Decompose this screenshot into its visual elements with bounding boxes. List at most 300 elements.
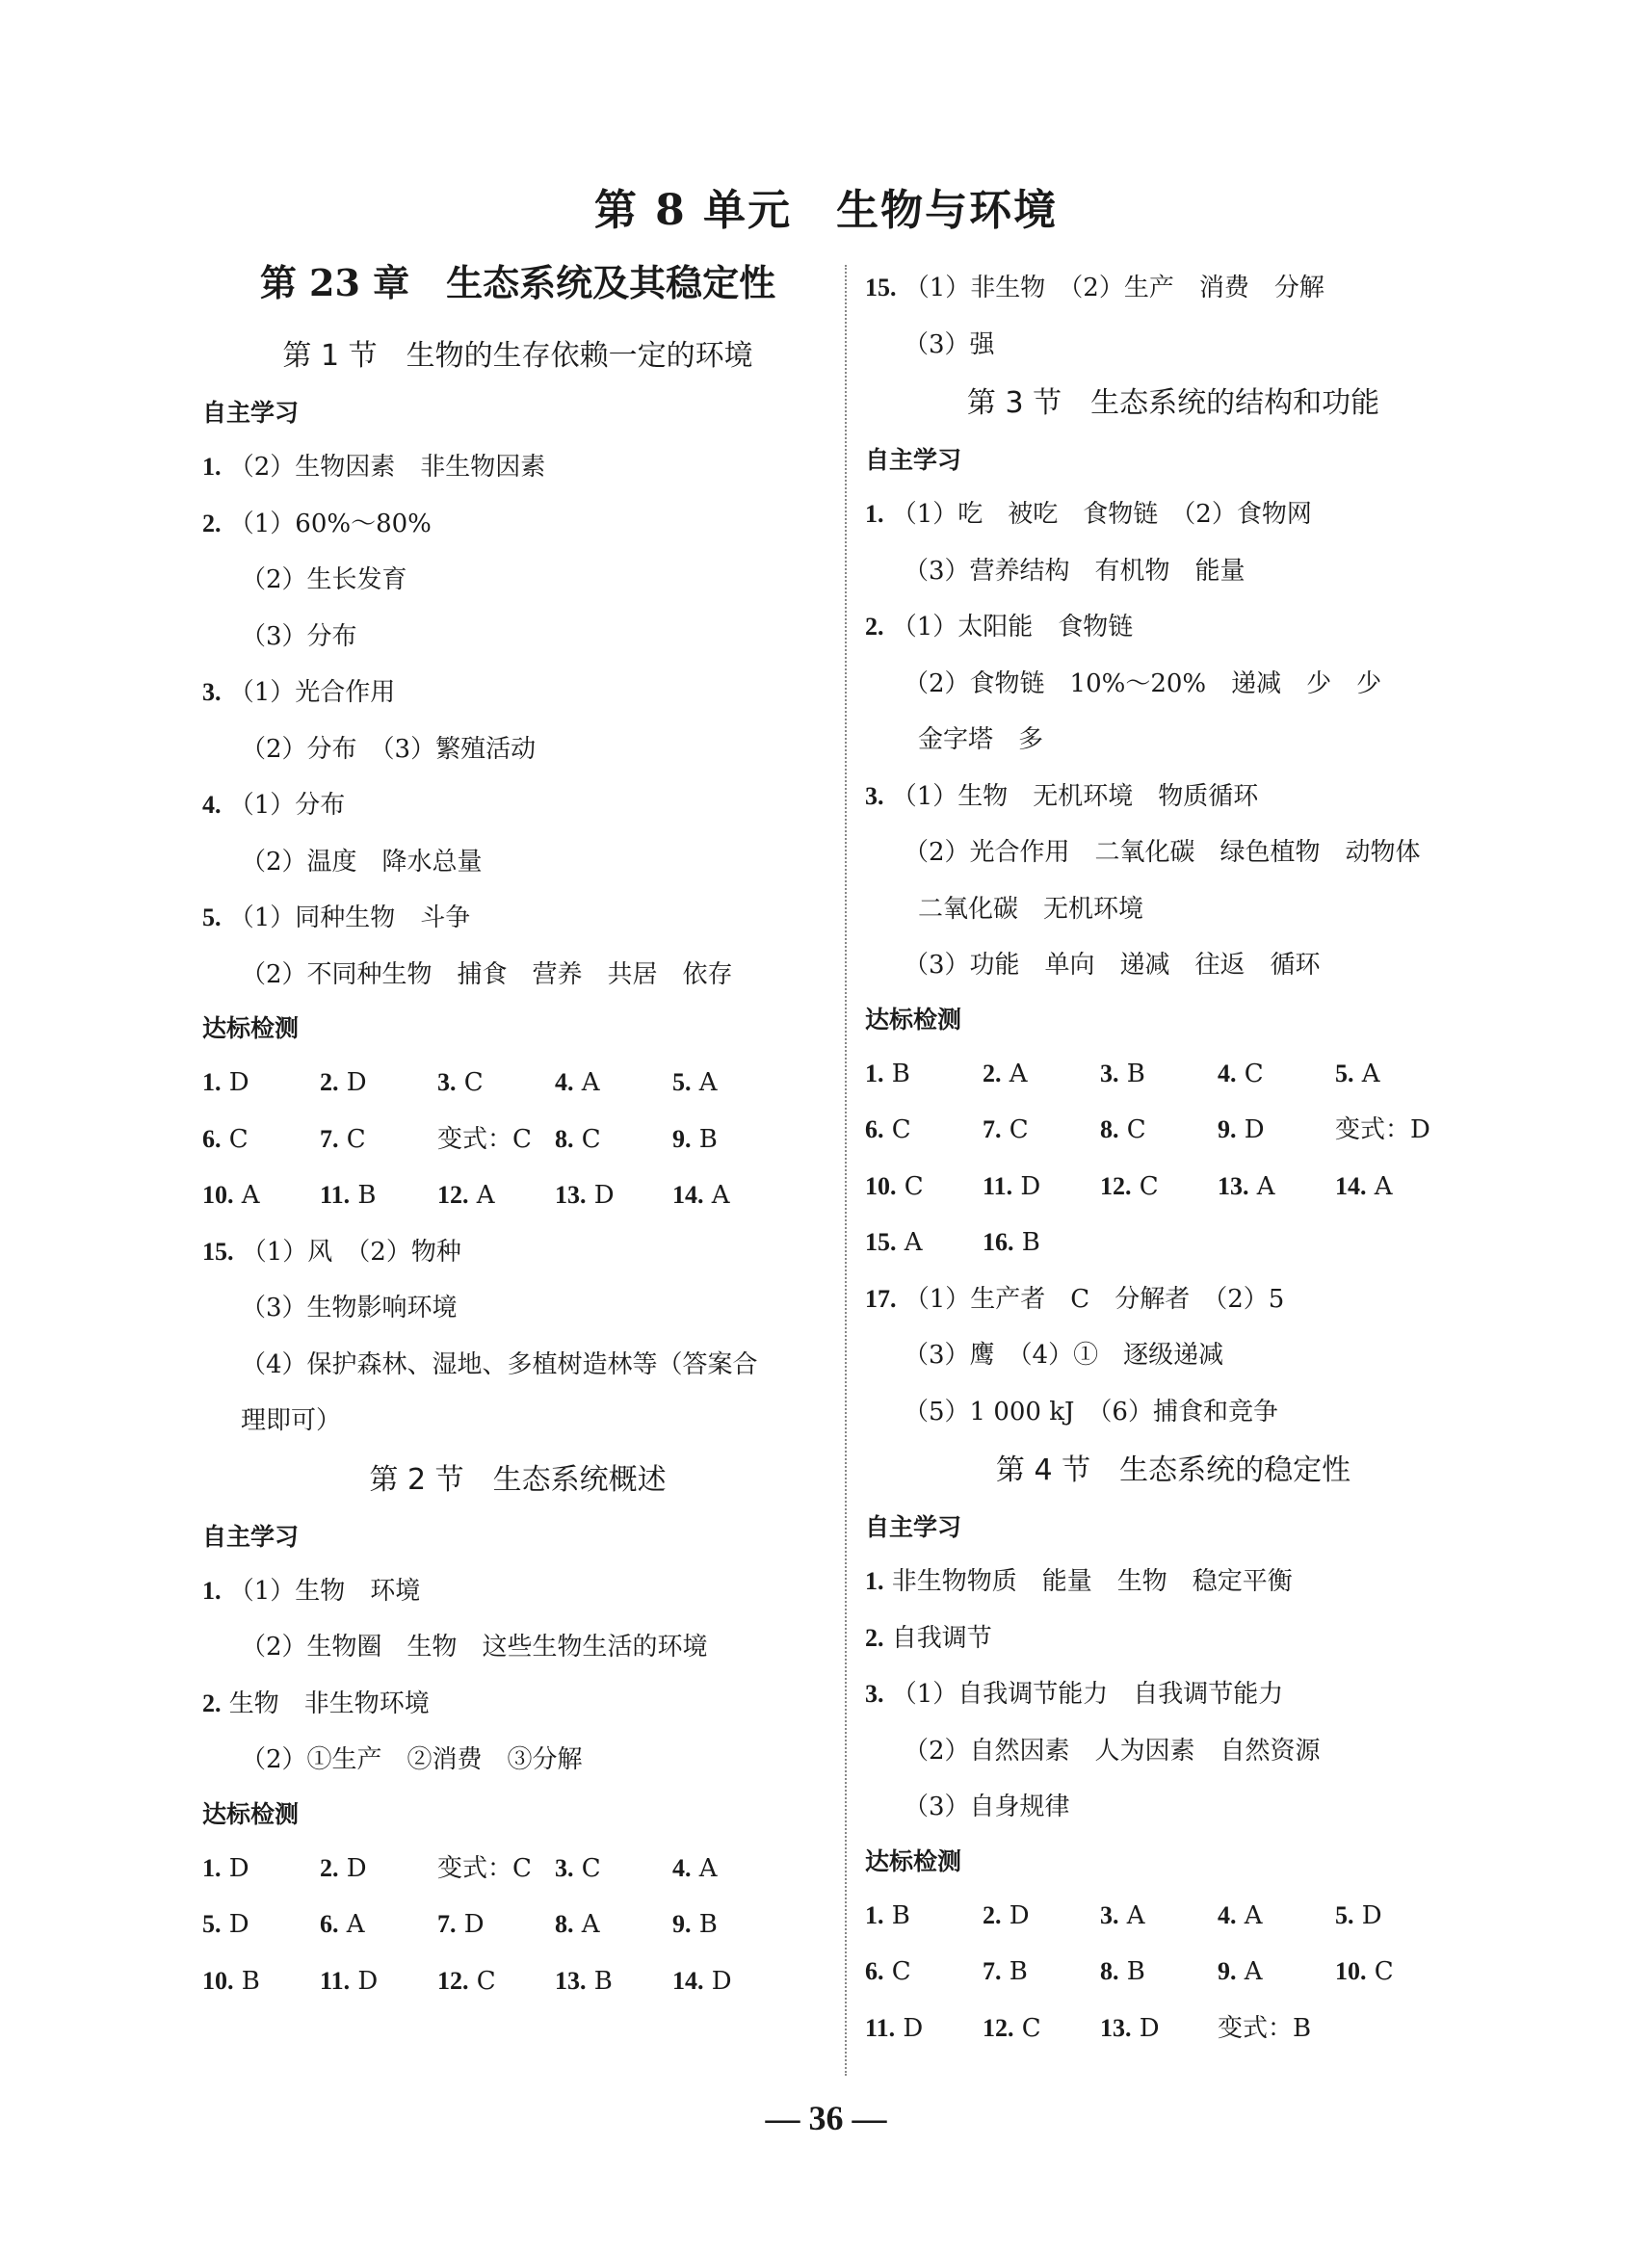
question-number: 11.	[320, 1181, 351, 1209]
answer-choice: A	[1001, 1059, 1028, 1088]
answer-cell	[1218, 1944, 1335, 2001]
answer-cell	[1218, 2001, 1335, 2057]
answer-choice: B	[1118, 1059, 1145, 1088]
answer-choice: A	[1236, 1957, 1263, 1986]
question-number: 3.	[865, 781, 884, 810]
answer-line	[865, 937, 1482, 994]
section-title-3: 第 3 节 生态系统的结构和功能	[966, 386, 1380, 420]
answer-choice: B	[350, 1181, 377, 1210]
answer-cell	[320, 1055, 437, 1112]
question-number: 15.	[202, 1237, 234, 1266]
answer-list	[865, 1554, 1482, 1836]
section-title-2: 第 2 节 生态系统概述	[369, 1462, 667, 1497]
answer-cell	[320, 1112, 437, 1168]
answer-choice: A	[1236, 1900, 1263, 1930]
answer-line	[865, 1610, 1482, 1667]
answer-line	[202, 1393, 833, 1450]
answer-text: （1）生物 无机环境 物质循环	[891, 781, 1259, 811]
answer-cell	[672, 1897, 790, 1953]
question-number: 3.	[865, 1680, 884, 1708]
answer-line	[202, 834, 833, 891]
question-number: 7.	[437, 1910, 457, 1938]
answer-row	[202, 1167, 833, 1224]
question-number: 3.	[202, 678, 222, 706]
answer-cell	[202, 1112, 320, 1168]
question-number: 12.	[983, 2013, 1014, 2042]
mcq-grid	[865, 1046, 1482, 1271]
answer-text: （1）太阳能 食物链	[891, 613, 1134, 641]
question-number: 6.	[202, 1124, 222, 1153]
answer-cell	[672, 1055, 790, 1112]
question-number: 10.	[1335, 1957, 1367, 1985]
answer-choice: C	[573, 1853, 601, 1883]
answer-choice: D	[221, 1910, 249, 1939]
answer-line	[202, 1732, 833, 1789]
answer-line	[202, 496, 833, 553]
answer-line	[202, 665, 833, 721]
question-number: 2.	[983, 1059, 1002, 1087]
answer-row	[865, 1888, 1482, 1945]
question-number: 2.	[865, 1623, 884, 1652]
answer-cell	[1218, 1102, 1335, 1159]
answer-cell	[1335, 1046, 1453, 1103]
answer-choice: A	[338, 1910, 365, 1939]
question-number: 6.	[320, 1910, 339, 1938]
answer-choice: B	[883, 1900, 910, 1930]
answer-cell	[555, 1841, 672, 1898]
answer-choice: C	[883, 1115, 911, 1144]
answer-row	[865, 1159, 1482, 1216]
answer-choice: A	[1353, 1059, 1380, 1088]
question-number: 1.	[202, 453, 222, 481]
answer-text: 非生物物质 能量 生物 稳定平衡	[891, 1567, 1293, 1596]
answer-text: 自我调节	[891, 1623, 992, 1653]
answer-text: （5）1 000 kJ （6）捕食和竞争	[904, 1397, 1278, 1427]
answer-text: 金字塔 多	[918, 725, 1044, 754]
answer-text: （2）①生产 ②消费 ③分解	[241, 1745, 583, 1774]
answer-cell	[1218, 1046, 1335, 1103]
answer-choice: B	[691, 1124, 718, 1154]
answer-cell	[983, 1159, 1100, 1216]
self-study-heading: 自主学习	[202, 1522, 300, 1551]
answer-line	[202, 552, 833, 609]
answer-text: （3）自身规律	[904, 1793, 1070, 1821]
question-number: 11.	[983, 1171, 1013, 1200]
answer-text: （3）生物影响环境	[241, 1294, 458, 1322]
question-number: 14.	[1335, 1171, 1367, 1200]
question-number: 1.	[865, 1567, 884, 1595]
answer-line	[865, 1666, 1482, 1723]
answer-cell	[555, 1167, 672, 1224]
answer-cell	[555, 1897, 672, 1953]
answer-line	[202, 1337, 833, 1394]
answer-choice: 变式：C	[437, 1124, 532, 1154]
answer-cell	[672, 1112, 790, 1168]
answer-choice: A	[896, 1228, 923, 1257]
answer-cell	[1335, 1102, 1453, 1159]
answer-line	[202, 1619, 833, 1676]
answer-cell	[865, 2001, 983, 2057]
answer-text: 二氧化碳 无机环境	[918, 894, 1144, 924]
answer-line	[865, 769, 1482, 825]
answer-choice: D	[456, 1910, 485, 1939]
question-number: 5.	[1335, 1900, 1354, 1929]
question-number: 14.	[672, 1181, 704, 1209]
page-number: — 36 —	[765, 2099, 887, 2137]
question-number: 15.	[865, 1228, 897, 1256]
answer-text: （1）非生物 （2）生产 消费 分解	[904, 274, 1324, 302]
test-heading: 达标检测	[865, 1005, 962, 1034]
answer-text: （2）自然因素 人为因素 自然资源	[904, 1736, 1321, 1766]
answer-choice: A	[1248, 1171, 1275, 1201]
question-number: 6.	[865, 1957, 884, 1985]
test-heading: 达标检测	[865, 1846, 962, 1875]
answer-text: （3）营养结构 有机物 能量	[904, 556, 1246, 586]
answer-cell	[320, 1841, 437, 1898]
answer-line	[865, 881, 1482, 938]
question-number: 10.	[202, 1966, 234, 1995]
answer-cell	[1335, 1159, 1453, 1216]
answer-line	[202, 890, 833, 947]
question-number: 13.	[555, 1966, 587, 1995]
question-number: 1.	[865, 500, 884, 528]
question-number: 5.	[202, 1910, 222, 1938]
question-number: 4.	[555, 1068, 574, 1096]
question-number: 8.	[1100, 1957, 1119, 1985]
answer-text: （3）强	[904, 329, 995, 359]
answer-line	[865, 486, 1482, 543]
question-number: 7.	[983, 1115, 1002, 1143]
chapter-title: 第 23 章 生态系统及其稳定性	[259, 261, 776, 304]
answer-text: （4）保护森林、湿地、多植树造林等（答案合	[241, 1349, 758, 1379]
column-divider	[845, 265, 847, 2076]
answer-choice: A	[1366, 1171, 1393, 1201]
answer-cell	[437, 1897, 555, 1953]
answer-line	[202, 721, 833, 778]
answer-line	[865, 1384, 1482, 1441]
mcq-grid	[865, 1888, 1482, 2057]
answer-choice: D	[1131, 2013, 1160, 2043]
answer-choice: D	[895, 2013, 924, 2043]
answer-choice: C	[1236, 1059, 1264, 1088]
right-column	[865, 260, 1482, 2056]
question-number: 12.	[437, 1181, 469, 1209]
answer-line	[202, 439, 833, 496]
question-number: 1.	[865, 1900, 884, 1929]
answer-choice: A	[468, 1181, 495, 1210]
answer-cell	[320, 1167, 437, 1224]
answer-choice: D	[1353, 1900, 1382, 1930]
mcq-grid	[202, 1055, 833, 1224]
answer-cell	[865, 1944, 983, 2001]
answer-text: （1）自我调节能力 自我调节能力	[891, 1680, 1284, 1709]
question-number: 1.	[202, 1068, 222, 1096]
answer-cell	[672, 1841, 790, 1898]
answer-text: （2）生物圈 生物 这些生物生活的环境	[241, 1633, 708, 1662]
answer-cell	[202, 1897, 320, 1953]
question-number: 3.	[1100, 1059, 1119, 1087]
answer-choice: A	[573, 1068, 600, 1097]
answer-choice: C	[573, 1124, 601, 1154]
question-number: 10.	[202, 1181, 234, 1209]
answer-cell	[555, 1953, 672, 2010]
answer-line	[865, 317, 1482, 374]
answer-cell	[202, 1167, 320, 1224]
answer-choice: B	[1118, 1957, 1145, 1986]
answer-cell	[202, 1841, 320, 1898]
question-number: 1.	[202, 1576, 222, 1605]
answer-cell	[555, 1055, 672, 1112]
question-number: 15.	[865, 274, 897, 301]
answer-line	[865, 543, 1482, 600]
answer-text: （1）光合作用	[228, 678, 396, 707]
question-number: 10.	[865, 1171, 897, 1200]
answer-cell	[1335, 1888, 1453, 1945]
answer-cell	[437, 1112, 555, 1168]
answer-row	[202, 1897, 833, 1953]
answer-choice: D	[1001, 1900, 1030, 1930]
answer-row	[865, 1215, 1482, 1271]
answer-text: （2）生物因素 非生物因素	[228, 453, 546, 482]
answer-choice: C	[221, 1124, 249, 1154]
question-number: 12.	[437, 1966, 469, 1995]
answer-cell	[983, 1215, 1100, 1271]
answer-choice: C	[1131, 1171, 1159, 1201]
answer-cell	[1100, 1046, 1218, 1103]
answer-text: （2）光合作用 二氧化碳 绿色植物 动物体	[904, 838, 1421, 867]
self-study-heading: 自主学习	[865, 446, 962, 474]
question-number: 9.	[1218, 1957, 1237, 1985]
section-title-1: 第 1 节 生物的生存依赖一定的环境	[282, 339, 753, 373]
answer-line	[202, 1280, 833, 1337]
answer-line	[865, 1723, 1482, 1780]
answer-cell	[1100, 1159, 1218, 1216]
answer-line	[202, 1563, 833, 1620]
answer-cell	[1335, 1944, 1453, 2001]
answer-choice: A	[573, 1910, 600, 1939]
answer-cell	[1218, 1159, 1335, 1216]
answer-choice: A	[703, 1181, 730, 1210]
answer-list	[865, 486, 1482, 994]
answer-row	[865, 1944, 1482, 2001]
mcq-grid	[202, 1841, 833, 2010]
answer-cell	[865, 1046, 983, 1103]
answer-text: （1）同种生物 斗争	[228, 903, 471, 932]
question-number: 11.	[320, 1966, 351, 1995]
answer-row	[202, 1841, 833, 1898]
answer-choice: D	[1012, 1171, 1041, 1201]
answer-text: （1）生产者 C 分解者 （2）5	[904, 1284, 1285, 1314]
answer-list	[865, 1271, 1482, 1441]
answer-text: 理即可）	[241, 1406, 342, 1435]
answer-text: （1）60%～80%	[228, 509, 432, 538]
answer-line	[202, 1224, 833, 1281]
question-number: 13.	[1218, 1171, 1249, 1200]
answer-line	[865, 260, 1482, 317]
answer-text: （3）功能 单向 递减 往返 循环	[904, 951, 1321, 980]
question-number: 4.	[1218, 1900, 1237, 1929]
answer-cell	[983, 1888, 1100, 1945]
answer-line	[202, 947, 833, 1004]
answer-cell	[1100, 1944, 1218, 2001]
answer-choice: C	[883, 1957, 911, 1986]
answer-cell	[983, 1046, 1100, 1103]
answer-choice: C	[456, 1068, 484, 1097]
question-number: 2.	[202, 509, 222, 537]
answer-cell	[555, 1112, 672, 1168]
answer-cell	[983, 2001, 1100, 2057]
answer-choice: C	[338, 1124, 366, 1154]
answer-choice: B	[233, 1966, 260, 1996]
answer-text: 生物 非生物环境	[228, 1688, 430, 1718]
answer-line	[202, 777, 833, 834]
question-number: 3.	[437, 1068, 457, 1096]
answer-choice: C	[1001, 1115, 1029, 1144]
answer-choice: A	[1118, 1900, 1145, 1930]
answer-row	[865, 2001, 1482, 2057]
unit-title: 第 8 单元 生物与环境	[593, 186, 1059, 235]
answer-cell	[320, 1897, 437, 1953]
question-number: 12.	[1100, 1171, 1132, 1200]
answer-text: （2）不同种生物 捕食 营养 共居 依存	[241, 959, 733, 989]
answer-cell	[202, 1055, 320, 1112]
question-number: 9.	[672, 1910, 692, 1938]
answer-choice: D	[338, 1853, 367, 1883]
answer-choice: C	[1013, 2013, 1041, 2043]
answer-choice: A	[691, 1068, 718, 1097]
answer-cell	[202, 1953, 320, 2010]
answer-list	[202, 439, 833, 1003]
answer-choice: A	[691, 1853, 718, 1883]
question-number: 13.	[555, 1181, 587, 1209]
self-study-heading: 自主学习	[865, 1513, 962, 1541]
answer-choice: 变式：C	[437, 1853, 532, 1883]
answer-text: （2）食物链 10%～20% 递减 少 少	[904, 668, 1382, 698]
question-number: 2.	[202, 1688, 222, 1717]
question-number: 2.	[320, 1068, 339, 1096]
question-number: 2.	[865, 613, 884, 641]
answer-line	[865, 656, 1482, 713]
answer-list	[202, 1563, 833, 1789]
answer-list	[865, 260, 1482, 373]
answer-choice: D	[221, 1853, 249, 1883]
answer-cell	[1100, 2001, 1218, 2057]
answer-row	[202, 1112, 833, 1168]
answer-cell	[437, 1167, 555, 1224]
answer-cell	[1218, 1888, 1335, 1945]
answer-cell	[1100, 1102, 1218, 1159]
answer-line	[202, 609, 833, 666]
question-number: 9.	[1218, 1115, 1237, 1143]
question-number: 2.	[983, 1900, 1002, 1929]
answer-list	[202, 1224, 833, 1450]
answer-choice: B	[691, 1910, 718, 1939]
answer-choice: D	[350, 1966, 379, 1996]
answer-choice: A	[233, 1181, 260, 1210]
question-number: 1.	[865, 1059, 884, 1087]
answer-line	[202, 1676, 833, 1733]
answer-choice: B	[1001, 1957, 1028, 1986]
answer-choice: D	[1236, 1115, 1265, 1144]
question-number: 2.	[320, 1853, 339, 1882]
answer-cell	[865, 1888, 983, 1945]
answer-choice: D	[221, 1068, 249, 1097]
question-number: 7.	[983, 1957, 1002, 1985]
test-heading: 达标检测	[202, 1799, 300, 1828]
question-number: 8.	[555, 1124, 574, 1153]
answer-line	[865, 1271, 1482, 1328]
answer-row	[202, 1055, 833, 1112]
answer-choice: 变式：D	[1335, 1115, 1430, 1144]
question-number: 5.	[1335, 1059, 1354, 1087]
answer-text: （3）分布	[241, 621, 357, 651]
answer-text: （3）鹰 （4）① 逐级递减	[904, 1341, 1224, 1370]
answer-choice: D	[338, 1068, 367, 1097]
answer-line	[865, 712, 1482, 769]
answer-line	[865, 1327, 1482, 1384]
answer-cell	[983, 1944, 1100, 2001]
answer-choice: B	[883, 1059, 910, 1088]
answer-choice: C	[1366, 1957, 1394, 1986]
answer-cell	[320, 1953, 437, 2010]
question-number: 4.	[202, 791, 222, 819]
question-number: 4.	[1218, 1059, 1237, 1087]
answer-choice: C	[896, 1171, 924, 1201]
question-number: 3.	[555, 1853, 574, 1882]
answer-cell	[437, 1055, 555, 1112]
question-number: 9.	[672, 1124, 692, 1153]
question-number: 17.	[865, 1284, 897, 1313]
answer-row	[865, 1102, 1482, 1159]
answer-choice: B	[1013, 1228, 1040, 1257]
answer-row	[202, 1953, 833, 2010]
answer-line	[865, 1554, 1482, 1610]
self-study-heading: 自主学习	[202, 399, 300, 427]
answer-row	[865, 1046, 1482, 1103]
question-number: 8.	[555, 1910, 574, 1938]
answer-choice: C	[468, 1966, 496, 1996]
question-number: 7.	[320, 1124, 339, 1153]
question-number: 5.	[202, 903, 222, 931]
question-number: 1.	[202, 1853, 222, 1882]
answer-line	[865, 824, 1482, 881]
question-number: 3.	[1100, 1900, 1119, 1929]
answer-cell	[865, 1215, 983, 1271]
answer-choice: 变式：B	[1218, 2013, 1312, 2043]
answer-text: （2）分布 （3）繁殖活动	[241, 734, 537, 764]
question-number: 14.	[672, 1966, 704, 1995]
question-number: 8.	[1100, 1115, 1119, 1143]
answer-text: （1）吃 被吃 食物链 （2）食物网	[891, 500, 1312, 529]
answer-choice: D	[586, 1181, 615, 1210]
answer-cell	[437, 1953, 555, 2010]
answer-text: （1）风 （2）物种	[241, 1237, 461, 1267]
answer-choice: B	[586, 1966, 613, 1996]
answer-text: （1）生物 环境	[228, 1576, 421, 1606]
answer-cell	[983, 1102, 1100, 1159]
question-number: 6.	[865, 1115, 884, 1143]
answer-choice: C	[1118, 1115, 1146, 1144]
answer-line	[865, 1779, 1482, 1836]
answer-text: （2）温度 降水总量	[241, 847, 483, 877]
answer-cell	[672, 1953, 790, 2010]
left-column	[202, 260, 833, 2009]
answer-cell	[865, 1159, 983, 1216]
section-title-4: 第 4 节 生态系统的稳定性	[995, 1453, 1351, 1487]
question-number: 5.	[672, 1068, 692, 1096]
question-number: 13.	[1100, 2013, 1132, 2042]
answer-cell	[865, 1102, 983, 1159]
